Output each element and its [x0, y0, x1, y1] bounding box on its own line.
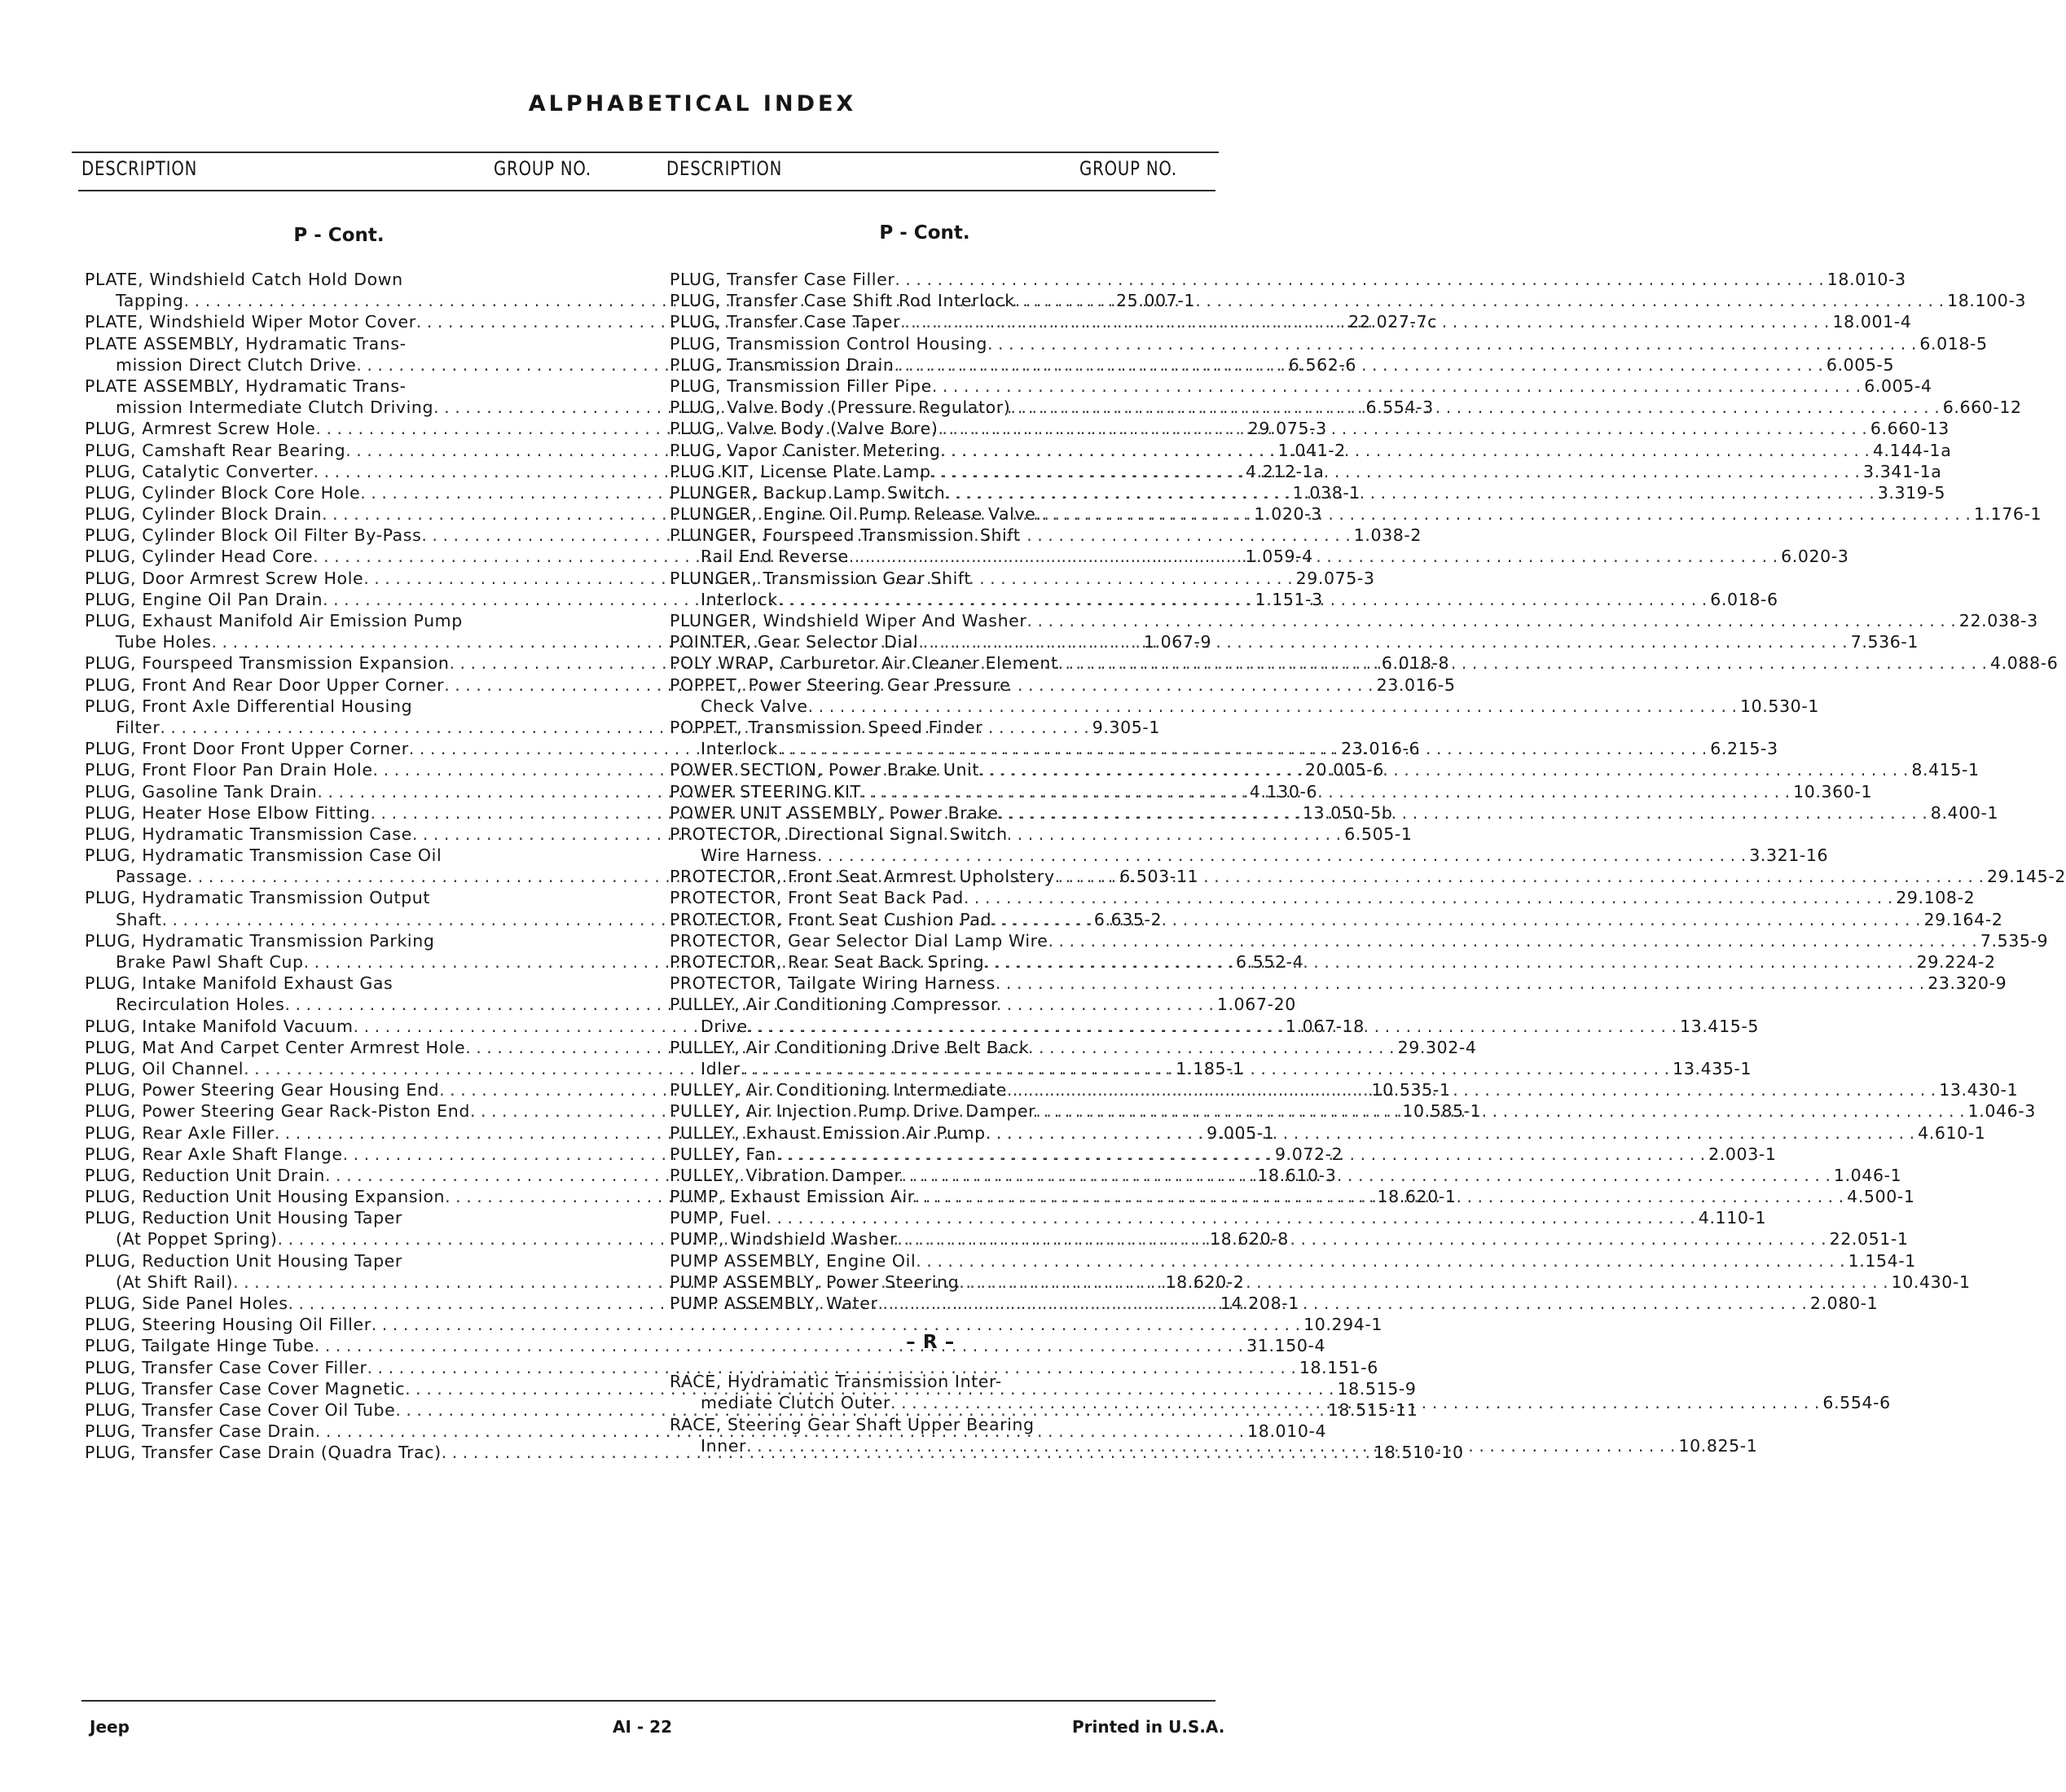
- entry-group-number: 1.046-3: [1967, 1101, 2036, 1122]
- entry-description: (At Shift Rail): [116, 1272, 234, 1292]
- entry-description: POLY WRAP, Carburetor Air Cleaner Element: [670, 653, 1058, 674]
- entry-group-number: 6.554-6: [1822, 1393, 1891, 1413]
- entry-line: PLUG, Intake Manifold Exhaust Gas: [85, 973, 393, 994]
- entry-group-number: 29.224-2: [1916, 952, 1996, 972]
- entry-group-number: 9.072-2: [1274, 1144, 1343, 1164]
- entry-group-number: 6.018-5: [1919, 333, 1988, 354]
- entry-group-number: 1.067-18: [1285, 1016, 1365, 1036]
- entry-description: PLUG, Cylinder Block Core Hole: [85, 482, 361, 503]
- entry-group-number: 1.020-3: [1254, 504, 1322, 525]
- dot-leader: [746, 1435, 1675, 1456]
- index-entry: [670, 333, 1988, 354]
- entry-description: PLUG, Mat And Carpet Center Armrest Hole: [85, 1037, 466, 1057]
- entry-description: PLUG, Transfer Case Drain (Quadra Trac): [85, 1443, 442, 1463]
- entry-description: Inner: [701, 1435, 747, 1456]
- entry-group-number: 6.018-8: [1381, 653, 1450, 674]
- entry-group-number: 1.067-9: [1143, 632, 1212, 652]
- entry-group-number: 4.130-6: [1249, 781, 1318, 802]
- entry-row: [670, 887, 1976, 908]
- entry-description: Rail End Reverse: [701, 547, 849, 567]
- entry-description: Drive: [701, 1016, 748, 1036]
- entry-group-number: 13.435-1: [1673, 1058, 1752, 1078]
- entry-description: Filter: [116, 717, 160, 737]
- entry-description: PULLEY, Air Conditioning Intermediate: [670, 1080, 1007, 1100]
- page-title: ALPHABETICAL INDEX: [528, 91, 857, 116]
- dot-leader: [895, 354, 1823, 376]
- entry-description: PLUG, Hydramatic Transmission Case: [85, 824, 412, 844]
- entry-group-number: 1.038-1: [1292, 482, 1360, 503]
- entry-group-number: 1.151-3: [1255, 589, 1323, 609]
- dot-leader: [808, 696, 1737, 717]
- entry-group-number: 13.050-5b: [1302, 802, 1393, 823]
- dot-leader: [1055, 866, 1984, 887]
- entry-group-number: 6.503-11: [1119, 867, 1199, 887]
- entry-description: PUMP ASSEMBLY, Water: [670, 1293, 878, 1313]
- entry-row: [85, 1314, 1383, 1335]
- entry-group-number: 23.016-5: [1376, 674, 1456, 695]
- entry-line: PULLEY, Air Conditioning Drive Belt Back: [670, 1037, 1030, 1057]
- entry-group-number: 13.415-5: [1680, 1016, 1760, 1036]
- entry-group-number: 10.825-1: [1678, 1435, 1758, 1456]
- dot-leader: [959, 1272, 1888, 1293]
- entry-group-number: 6.552-4: [1235, 952, 1304, 972]
- entry-group-number: 6.005-5: [1826, 354, 1895, 375]
- index-entry: [670, 909, 2003, 930]
- entry-description: PLUG, Transmission Control Housing: [670, 333, 987, 354]
- dot-leader: [1042, 503, 1971, 525]
- entry-line: POPPET, Power Steering Gear Pressure: [670, 674, 1011, 695]
- dot-leader: [1026, 610, 1955, 631]
- entry-group-number: 4.212-1a: [1245, 461, 1325, 481]
- entry-group-number: 29.108-2: [1896, 888, 1976, 908]
- dot-leader: [964, 887, 1892, 908]
- entry-description: PUMP, Exhaust Emission Air: [670, 1187, 915, 1207]
- entry-description: Brake Pawl Shaft Cup: [116, 952, 304, 972]
- dot-leader: [766, 1207, 1695, 1228]
- entry-description: PLUG, Power Steering Gear Rack-Piston End: [85, 1101, 470, 1122]
- dot-leader: [979, 759, 1908, 780]
- entry-description: PLUG, Rear Axle Shaft Flange: [85, 1144, 343, 1164]
- entry-group-number: 4.610-1: [1918, 1122, 1986, 1143]
- dot-leader: [984, 951, 1913, 973]
- entry-description: PLUG, Steering Housing Oil Filler: [85, 1315, 371, 1335]
- entry-description: PULLEY, Vibration Damper: [670, 1165, 902, 1185]
- entry-group-number: 1.185-1: [1176, 1058, 1244, 1078]
- r-section-heading: – R –: [906, 1332, 955, 1354]
- right-section-heading: P - Cont.: [879, 222, 970, 244]
- entry-group-number: 6.660-13: [1870, 419, 1950, 439]
- entry-line: PLUG, Reduction Unit Housing Taper: [85, 1250, 402, 1271]
- entry-description: PLUG, Gasoline Tank Drain: [85, 781, 318, 802]
- entry-description: Tapping: [116, 291, 184, 311]
- dot-leader: [998, 802, 1927, 824]
- footer-page-number: AI - 22: [613, 1717, 672, 1737]
- entry-description: PLUG, Front Door Front Upper Corner: [85, 739, 409, 759]
- index-entry: [670, 887, 1976, 908]
- entry-group-number: 18.151-6: [1299, 1357, 1378, 1377]
- entry-group-number: 6.562-6: [1288, 354, 1357, 375]
- entry-group-number: 10.535-1: [1371, 1080, 1451, 1100]
- entry-group-number: 29.302-4: [1397, 1037, 1477, 1057]
- entry-group-number: 4.088-6: [1990, 653, 2059, 674]
- index-entry: [670, 1250, 1916, 1272]
- entry-description: PLUNGER, Backup Lamp Switch: [670, 482, 946, 503]
- dot-leader: [938, 418, 1866, 439]
- entry-description: PLUG, Transfer Case Shift Rod Interlock: [670, 291, 1015, 311]
- entry-group-number: 31.150-4: [1246, 1336, 1326, 1356]
- entry-line: POPPET, Transmission Speed Finder: [670, 717, 983, 737]
- entry-group-number: 22.038-3: [1958, 611, 2038, 630]
- entry-description: PLUG, Front Floor Pan Drain Hole: [85, 760, 373, 780]
- entry-group-number: 6.020-3: [1781, 547, 1849, 567]
- index-entry: [670, 610, 2038, 631]
- entry-description: PLUG, Transfer Case Cover Magnetic: [85, 1378, 406, 1399]
- dot-leader: [1035, 1100, 1964, 1122]
- entry-line: PLATE ASSEMBLY, Hydramatic Trans-: [85, 333, 407, 354]
- entry-group-number: 7.535-9: [1980, 930, 2049, 951]
- index-entry: [670, 376, 1932, 397]
- entry-row: [670, 269, 1906, 290]
- entry-description: PLUG, Cylinder Block Drain: [85, 504, 323, 525]
- dot-leader: [1015, 290, 1944, 311]
- entry-row: [670, 1207, 1767, 1228]
- entry-description: PLUG, Side Panel Holes: [85, 1293, 288, 1313]
- entry-group-number: 2.080-1: [1809, 1293, 1879, 1313]
- entry-description: PLUG, Transmission Drain: [670, 354, 895, 375]
- entry-line: RACE, Hydramatic Transmission Inter-: [670, 1372, 1002, 1392]
- entry-group-number: 1.176-1: [1973, 504, 2042, 525]
- entry-group-number: 10.294-1: [1303, 1315, 1383, 1335]
- footer-left: Jeep: [90, 1717, 130, 1737]
- entry-description: POWER STEERING KIT: [670, 781, 861, 802]
- entry-group-number: 1.046-1: [1833, 1165, 1902, 1185]
- entry-description: PUMP, Windshield Washer: [670, 1229, 898, 1250]
- dot-leader: [748, 1016, 1677, 1037]
- dot-leader: [741, 1058, 1669, 1079]
- entry-group-number: 20.005-6: [1304, 760, 1384, 780]
- entry-group-number: 9.305-1: [1092, 717, 1161, 737]
- left-group-header: GROUP NO.: [494, 157, 592, 180]
- entry-line: PLUG, Hydramatic Transmission Parking: [85, 930, 435, 951]
- index-entry: [85, 1357, 1378, 1378]
- entry-group-number: 23.320-9: [1928, 973, 2007, 994]
- entry-group-number: 18.620-2: [1165, 1272, 1245, 1292]
- entry-description: PLUG, Heater Hose Elbow Fitting: [85, 802, 371, 823]
- dot-leader: [895, 269, 1823, 290]
- left-description-header: DESCRIPTION: [81, 157, 198, 180]
- entry-group-number: 18.010-3: [1826, 270, 1906, 289]
- dot-leader: [931, 461, 1860, 482]
- right-group-header: GROUP NO.: [1079, 157, 1178, 180]
- entry-group-number: 22.027-7c: [1348, 312, 1438, 332]
- entry-description: PULLEY, Exhaust Emission Air Pump: [670, 1122, 986, 1143]
- entry-description: PLUG, Transfer Case Cover Filler: [85, 1357, 367, 1377]
- entry-description: PLUG, Vapor Canister Metering: [670, 440, 941, 460]
- entry-description: PLUG, Transmission Filler Pipe: [670, 376, 932, 396]
- entry-description: POWER SECTION, Power Brake Unit: [670, 760, 979, 780]
- footer-rule: [81, 1700, 1215, 1702]
- entry-row: [670, 333, 1988, 354]
- left-section-heading: P - Cont.: [293, 225, 385, 246]
- entry-row: [670, 610, 2038, 631]
- entry-group-number: 6.505-1: [1344, 824, 1413, 844]
- entry-description: PUMP ASSEMBLY, Power Steering: [670, 1272, 960, 1292]
- entry-group-number: 29.075-3: [1295, 568, 1375, 588]
- entry-row: [670, 631, 1919, 652]
- entry-description: PUMP, Fuel: [670, 1208, 767, 1228]
- entry-description: Shaft: [116, 909, 162, 929]
- entry-description: PLUG, Reduction Unit Drain: [85, 1165, 325, 1185]
- entry-group-number: 18.620-1: [1377, 1187, 1457, 1207]
- entry-group-number: 6.554-3: [1365, 397, 1434, 418]
- entry-description: PULLEY, Air Injection Pump Drive Damper: [670, 1101, 1036, 1122]
- entry-group-number: 6.635-2: [1093, 909, 1163, 929]
- entry-group-number: 3.341-1a: [1862, 461, 1942, 481]
- entry-description: PLUG, Camshaft Rear Bearing: [85, 440, 346, 460]
- dot-leader: [778, 738, 1707, 759]
- entry-line: PROTECTOR, Directional Signal Switch: [670, 824, 1008, 844]
- entry-line: PLUG, Hydramatic Transmission Case Oil: [85, 845, 442, 866]
- entry-group-number: 14.208-1: [1220, 1293, 1299, 1313]
- entry-description: Passage: [116, 867, 187, 887]
- entry-group-number: 18.515-9: [1337, 1378, 1417, 1399]
- entry-description: PLUG, Transfer Case Cover Oil Tube: [85, 1399, 396, 1420]
- dot-leader: [902, 1165, 1831, 1186]
- entry-description: PLUG, Tailgate Hinge Tube: [85, 1336, 314, 1356]
- entry-group-number: 3.319-5: [1877, 482, 1946, 503]
- dot-leader: [941, 440, 1870, 461]
- entry-group-number: 29.145-2: [1986, 867, 2066, 887]
- entry-group-number: 8.415-1: [1911, 760, 1980, 780]
- entry-group-number: 6.215-3: [1710, 739, 1778, 759]
- entry-group-number: 1.041-2: [1277, 440, 1346, 460]
- index-entry: [670, 1207, 1767, 1228]
- entry-group-number: 1.038-2: [1353, 525, 1422, 546]
- entry-description: PLUG, Engine Oil Pan Drain: [85, 589, 323, 609]
- entry-description: PROTECTOR, Front Seat Back Pad: [670, 888, 964, 908]
- entry-description: PROTECTOR, Front Seat Cushion Pad: [670, 909, 992, 929]
- entry-group-number: 6.005-4: [1864, 376, 1932, 396]
- footer-right: Printed in U.S.A.: [1072, 1717, 1225, 1737]
- entry-group-number: 10.360-1: [1793, 781, 1873, 802]
- entry-description: PLUG, Reduction Unit Housing Expansion: [85, 1187, 446, 1207]
- entry-group-number: 10.585-1: [1402, 1101, 1482, 1122]
- dot-leader: [1058, 652, 1987, 674]
- entry-description: (At Poppet Spring): [116, 1229, 278, 1250]
- entry-line: PLUG, Reduction Unit Housing Taper: [85, 1208, 402, 1228]
- entry-description: Interlock: [701, 589, 778, 609]
- dot-leader: [778, 589, 1707, 610]
- entry-description: PLUG, Transfer Case Taper: [670, 312, 901, 332]
- entry-description: Idler: [701, 1058, 741, 1078]
- entry-description: PLUG, Transfer Case Filler: [670, 270, 895, 289]
- entry-row: [670, 845, 1829, 866]
- entry-group-number: 9.005-1: [1207, 1122, 1275, 1143]
- dot-leader: [776, 1144, 1705, 1165]
- entry-group-number: 10.530-1: [1740, 696, 1819, 716]
- dot-leader: [996, 973, 1924, 994]
- entry-group-number: 29.075-3: [1247, 419, 1327, 439]
- dot-leader: [945, 482, 1874, 503]
- entry-group-number: 25.007-1: [1116, 291, 1195, 311]
- entry-description: PUMP ASSEMBLY, Engine Oil: [670, 1250, 917, 1271]
- entry-group-number: 13.430-1: [1939, 1080, 2019, 1100]
- entry-group-number: 18.515-11: [1327, 1399, 1418, 1420]
- entry-description: mission Direct Clutch Drive: [116, 354, 357, 375]
- entry-description: PLATE, Windshield Wiper Motor Cover: [85, 312, 416, 332]
- entry-line: PLUG, Exhaust Manifold Air Emission Pump: [85, 611, 463, 630]
- entry-description: PLUG, Catalytic Converter: [85, 461, 314, 481]
- entry-line: PLATE, Windshield Catch Hold Down: [85, 270, 403, 289]
- entry-description: PLUG, Armrest Screw Hole: [85, 419, 316, 439]
- dot-leader: [1007, 1079, 1936, 1100]
- entry-description: PLUG, Power Steering Gear Housing End: [85, 1080, 440, 1100]
- entry-description: Wire Harness: [701, 845, 817, 866]
- entry-row: [670, 909, 2003, 930]
- entry-description: PLUG, Cylinder Block Oil Filter By-Pass: [85, 525, 422, 546]
- entry-line: PLUG, Front Axle Differential Housing: [85, 696, 413, 716]
- entry-description: PLUNGER, Windshield Wiper And Washer: [670, 611, 1027, 630]
- entry-description: PLUG, Intake Manifold Vacuum: [85, 1016, 354, 1036]
- entry-description: Interlock: [701, 739, 778, 759]
- header-bottom-rule: [78, 190, 1215, 191]
- entry-group-number: 1.067-20: [1216, 995, 1296, 1015]
- dot-leader: [1048, 930, 1976, 951]
- entry-description: PLUG, Door Armrest Screw Hole: [85, 568, 364, 588]
- index-entry: [670, 973, 2007, 994]
- entry-row: [85, 1335, 1326, 1356]
- dot-leader: [915, 1186, 1844, 1207]
- entry-group-number: 4.500-1: [1847, 1187, 1915, 1207]
- entry-group-number: 4.144-1a: [1872, 440, 1952, 460]
- entry-group-number: 7.536-1: [1850, 632, 1919, 652]
- right-description-header: DESCRIPTION: [666, 157, 783, 180]
- index-entry: [670, 631, 1919, 652]
- entry-description: PLUG, Cylinder Head Core: [85, 547, 314, 567]
- entry-description: PULLEY, Fan: [670, 1144, 776, 1164]
- entry-description: Recirculation Holes: [116, 995, 285, 1015]
- dot-leader: [987, 333, 1916, 354]
- entry-description: PROTECTOR, Gear Selector Dial Lamp Wire: [670, 930, 1048, 951]
- index-entry: [670, 269, 1906, 290]
- entry-group-number: 2.003-1: [1708, 1144, 1777, 1164]
- entry-line: PLATE ASSEMBLY, Hydramatic Trans-: [85, 376, 407, 396]
- entry-group-number: 3.321-16: [1749, 845, 1829, 866]
- entry-group-number: 18.001-4: [1832, 312, 1912, 332]
- entry-group-number: 18.620-8: [1209, 1229, 1289, 1250]
- entry-group-number: 18.010-4: [1247, 1421, 1327, 1442]
- dot-leader: [1010, 397, 1939, 418]
- entry-description: PLUNGER, Engine Oil Pump Release Valve.: [670, 504, 1042, 525]
- entry-group-number: 6.018-6: [1710, 589, 1778, 609]
- dot-leader: [861, 781, 1790, 802]
- entry-group-number: 6.660-12: [1942, 397, 2022, 418]
- entry-row: [670, 1250, 1916, 1272]
- entry-group-number: 29.164-2: [1923, 909, 2003, 929]
- entry-line: RACE, Steering Gear Shaft Upper Bearing: [670, 1414, 1035, 1434]
- entry-group-number: 18.100-3: [1947, 291, 2027, 311]
- dot-leader: [900, 311, 1829, 332]
- entry-group-number: 1.154-1: [1848, 1250, 1916, 1271]
- entry-line: PLUNGER, Transmission Gear Shift: [670, 568, 971, 588]
- entry-group-number: 22.051-1: [1829, 1229, 1909, 1250]
- index-entry: [85, 1335, 1326, 1356]
- entry-row: [670, 973, 2007, 994]
- entry-description: PLUG, Fourspeed Transmission Expansion: [85, 653, 450, 674]
- entry-description: POWER UNIT ASSEMBLY, Power Brake: [670, 802, 999, 823]
- entry-line: PULLEY, Air Conditioning Compressor: [670, 995, 999, 1015]
- entry-description: PLUG, Rear Axle Filler: [85, 1122, 275, 1143]
- entry-group-number: 4.110-1: [1698, 1208, 1767, 1228]
- dot-leader: [986, 1122, 1914, 1144]
- entry-description: PROTECTOR, Tailgate Wiring Harness: [670, 973, 996, 994]
- entry-group-number: 23.016-6: [1341, 739, 1421, 759]
- dot-leader: [890, 1392, 1819, 1413]
- entry-line: PLUNGER, Fourspeed Transmission Shift: [670, 525, 1021, 546]
- entry-row: [670, 696, 1819, 717]
- entry-group-number: 8.400-1: [1930, 802, 1999, 823]
- entry-description: mediate Clutch Outer: [701, 1393, 891, 1413]
- entry-description: Check Valve: [701, 696, 808, 716]
- entry-row: [670, 290, 2027, 311]
- dot-leader: [918, 631, 1847, 652]
- entry-description: PLUG, Oil Channel: [85, 1058, 244, 1078]
- dot-leader: [878, 1293, 1807, 1314]
- entry-row: [670, 866, 2066, 887]
- entry-description: Tube Holes: [116, 632, 212, 652]
- entry-row: [670, 376, 1932, 397]
- index-entry: [670, 290, 2027, 311]
- dot-leader: [991, 909, 1920, 930]
- entry-description: mission Intermediate Clutch Driving: [116, 397, 434, 418]
- entry-description: PLUG, Valve Body (Valve Bore): [670, 419, 938, 439]
- index-entry: [670, 930, 2049, 951]
- entry-group-number: 10.430-1: [1891, 1272, 1971, 1292]
- entry-description: PLUG KIT, License Plate Lamp: [670, 461, 931, 481]
- entry-description: PROTECTOR, Front Seat Armrest Upholstery: [670, 867, 1055, 887]
- dot-leader: [817, 845, 1746, 866]
- dot-leader: [932, 376, 1861, 397]
- entry-group-number: 1.059-4: [1245, 547, 1313, 567]
- dot-leader: [849, 546, 1778, 567]
- header-top-rule: [72, 152, 1219, 153]
- entry-row: [85, 1357, 1378, 1378]
- index-entry: [670, 866, 2066, 887]
- dot-leader: [916, 1250, 1844, 1272]
- entry-description: PLUG, Valve Body (Pressure Regulator): [670, 397, 1011, 418]
- entry-description: POINTER, Gear Selector Dial: [670, 632, 919, 652]
- dot-leader: [897, 1228, 1826, 1250]
- entry-group-number: 18.510-10: [1374, 1443, 1464, 1463]
- entry-description: PLUG, Transfer Case Drain: [85, 1421, 315, 1442]
- entry-description: PLUG, Front And Rear Door Upper Corner: [85, 674, 445, 695]
- entry-line: PLUG, Hydramatic Transmission Output: [85, 888, 431, 908]
- entry-row: [670, 930, 2049, 951]
- entry-group-number: 18.610-3: [1257, 1165, 1337, 1185]
- index-entry: [85, 1314, 1383, 1335]
- entry-description: PROTECTOR, Rear Seat Back Spring: [670, 952, 985, 972]
